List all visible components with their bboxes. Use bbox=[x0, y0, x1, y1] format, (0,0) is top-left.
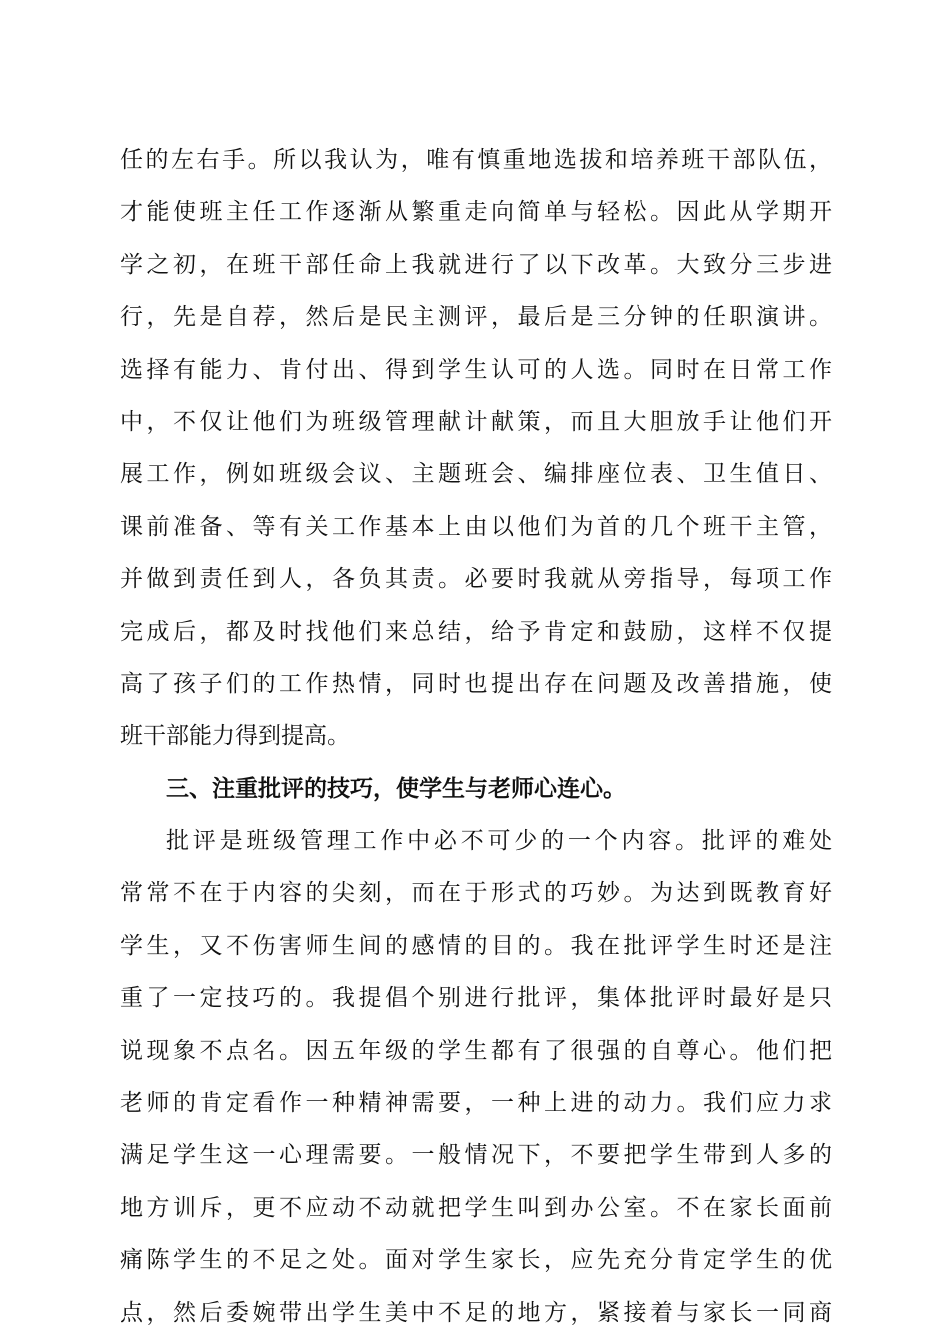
text-line: 学之初，在班干部任命上我就进行了以下改革。大致分三步进 bbox=[120, 251, 832, 278]
text-line: 才能使班主任工作逐渐从繁重走向简单与轻松。因此从学期开 bbox=[120, 199, 832, 226]
text-line: 重了一定技巧的。我提倡个别进行批评，集体批评时最好是只 bbox=[120, 985, 832, 1012]
text-line: 展工作，例如班级会议、主题班会、编排座位表、卫生值日、 bbox=[120, 461, 832, 488]
text-line: 老师的肯定看作一种精神需要，一种上进的动力。我们应力求 bbox=[120, 1090, 832, 1117]
section-heading: 三、注重批评的技巧，使学生与老师心连心。 bbox=[166, 775, 626, 802]
text-line: 并做到责任到人，各负其责。必要时我就从旁指导，每项工作 bbox=[120, 566, 832, 593]
text-line: 点，然后委婉带出学生美中不足的地方，紧接着与家长一同商 bbox=[120, 1299, 832, 1326]
text-line: 批评是班级管理工作中必不可少的一个内容。批评的难处 bbox=[166, 828, 832, 855]
text-line: 地方训斥，更不应动不动就把学生叫到办公室。不在家长面前 bbox=[120, 1194, 832, 1221]
text-line: 班干部能力得到提高。 bbox=[120, 723, 350, 750]
text-line: 任的左右手。所以我认为，唯有慎重地选拔和培养班干部队伍， bbox=[120, 147, 832, 173]
text-line: 常常不在于内容的尖刻，而在于形式的巧妙。为达到既教育好 bbox=[120, 880, 832, 907]
text-line: 学生，又不伤害师生间的感情的目的。我在批评学生时还是注 bbox=[120, 932, 832, 959]
text-line: 行，先是自荐，然后是民主测评，最后是三分钟的任职演讲。 bbox=[120, 304, 832, 331]
text-line: 高了孩子们的工作热情，同时也提出存在问题及改善措施，使 bbox=[120, 670, 832, 697]
text-line: 完成后，都及时找他们来总结，给予肯定和鼓励，这样不仅提 bbox=[120, 618, 832, 645]
document-body bbox=[120, 134, 832, 1339]
text-line: 满足学生这一心理需要。一般情况下，不要把学生带到人多的 bbox=[120, 1142, 832, 1169]
text-line: 选择有能力、肯付出、得到学生认可的人选。同时在日常工作 bbox=[120, 356, 832, 383]
text-line: 中，不仅让他们为班级管理献计献策，而且大胆放手让他们开 bbox=[120, 408, 832, 435]
text-line: 说现象不点名。因五年级的学生都有了很强的自尊心。他们把 bbox=[120, 1037, 832, 1064]
text-line: 痛陈学生的不足之处。面对学生家长，应先充分肯定学生的优 bbox=[120, 1247, 832, 1274]
text-line: 课前准备、等有关工作基本上由以他们为首的几个班干主管， bbox=[120, 513, 832, 540]
